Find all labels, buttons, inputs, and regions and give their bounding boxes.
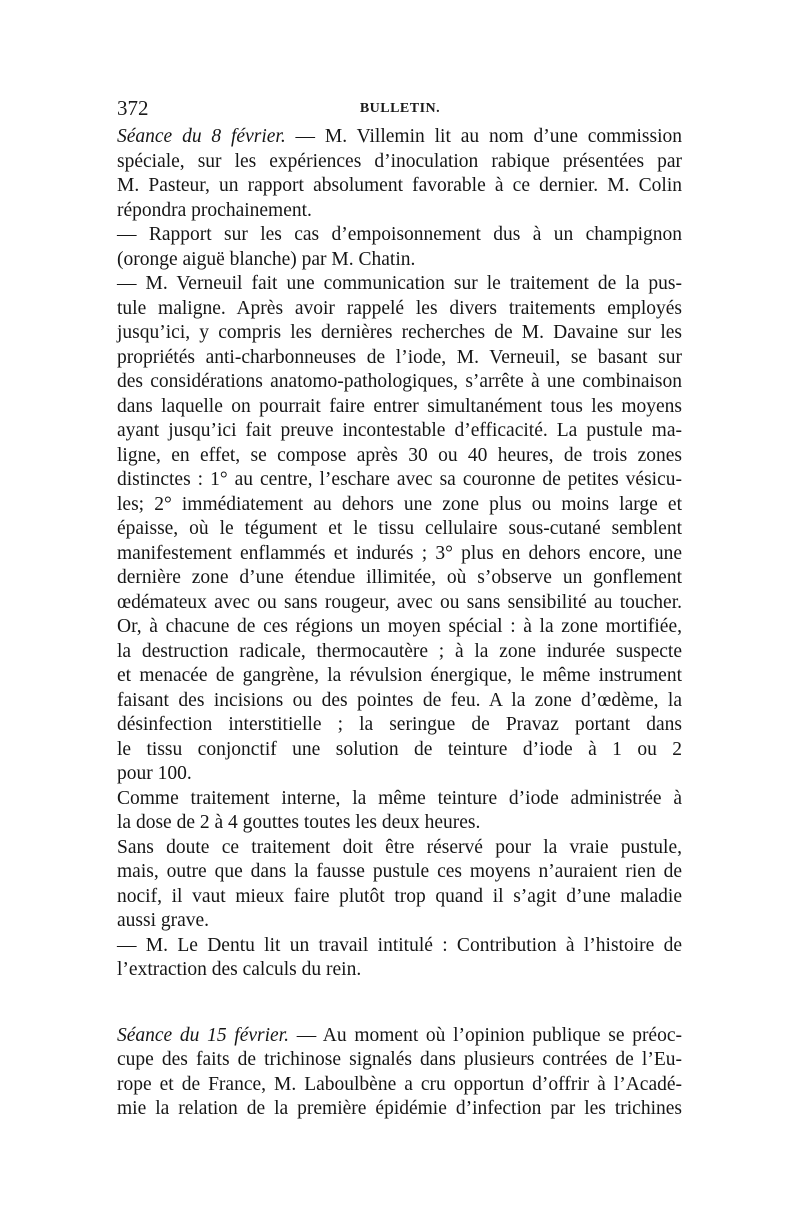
line-text: le tissu conjonctif une solution de teinture d’iode à 1 ou 2 xyxy=(117,738,682,760)
line-text: jusqu’ici, y compris les dernières recherches de M. Davaine sur les xyxy=(117,322,682,343)
line-text: répondra prochainement. xyxy=(117,199,312,221)
line-text: faisant des incisions ou des pointes de feu. A la zone d’œdème, la xyxy=(117,689,682,711)
page-body xyxy=(117,125,682,1122)
line-text: mais, outre que dans la fausse pustule ces moyens n’auraient rien de xyxy=(117,861,682,882)
line-text: œdémateux avec ou sans rougeur, avec ou sans sensibilité au toucher. xyxy=(117,591,682,613)
text-line xyxy=(117,615,682,640)
line-text: (oronge aiguë blanche) par M. Chatin. xyxy=(117,248,416,270)
text-line xyxy=(117,640,682,665)
line-text: dernière zone d’une étendue illimitée, où s’observe un gonflement xyxy=(117,567,682,588)
line-text: la dose de 2 à 4 gouttes toutes les deux heures. xyxy=(117,812,481,833)
text-line xyxy=(117,223,682,248)
text-line xyxy=(117,150,682,175)
text-line xyxy=(117,370,682,395)
text-line xyxy=(117,272,682,297)
text-line xyxy=(117,174,682,199)
text-line xyxy=(117,493,682,518)
text-line xyxy=(117,297,682,322)
text-line xyxy=(117,395,682,420)
line-text: mie la relation de la première épidémie d’infection par les trichines xyxy=(117,1098,682,1119)
line-text: l’extraction des calculs du rein. xyxy=(117,959,362,980)
line-text: — M. Le Dentu lit un travail intitulé : Contribution à l’histoire de xyxy=(117,934,682,956)
line-text: rope et de France, M. Laboulbène a cru opportun d’offrir à l’Acadé- xyxy=(117,1073,682,1095)
line-text: spéciale, sur les expériences d’inoculation rabique présentées par xyxy=(117,150,682,172)
session-15-fevrier xyxy=(117,1024,682,1122)
text-line xyxy=(117,591,682,616)
line-text: pour 100. xyxy=(117,763,192,784)
line-text: propriétés anti-charbonneuses de l’iode, M. Verneuil, se basant sur xyxy=(117,346,682,368)
text-line xyxy=(117,444,682,469)
line-text: dans laquelle on pourrait faire entrer simultanément tous les moyens xyxy=(117,395,682,417)
text-line xyxy=(117,346,682,371)
line-text: Sans doute ce traitement doit être réservé pour la vraie pustule, xyxy=(117,836,682,858)
line-text: épaisse, où le tégument et le tissu cellulaire sous-cutané semblent xyxy=(117,518,682,539)
line-text: ayant jusqu’ici fait preuve incontestable d’efficacité. La pustule ma- xyxy=(117,420,682,441)
text-line xyxy=(117,689,682,714)
line-text: — M. Verneuil fait une communication sur le traitement de la pus- xyxy=(117,273,682,294)
text-line xyxy=(117,566,682,591)
text-line xyxy=(117,1073,682,1098)
text-line xyxy=(117,811,682,836)
text-line xyxy=(117,860,682,885)
line-text: tule maligne. Après avoir rappelé les divers traitements employés xyxy=(117,297,682,319)
text-line xyxy=(117,958,682,983)
text-line xyxy=(117,1024,682,1049)
text-line xyxy=(117,909,682,934)
line-text: aussi grave. xyxy=(117,910,210,931)
text-line xyxy=(117,885,682,910)
line-text: manifestement enflammés et indurés ; 3° plus en dehors encore, une xyxy=(117,542,682,564)
text-line xyxy=(117,125,682,150)
session-date: Séance du 8 février. xyxy=(117,126,286,147)
text-line xyxy=(117,248,682,273)
text-line xyxy=(117,738,682,763)
line-text: — M. Villemin lit au nom d’une commission xyxy=(285,126,682,147)
line-text: M. Pasteur, un rapport absolument favorable à ce dernier. M. Colin xyxy=(117,175,682,196)
text-line xyxy=(117,762,682,787)
text-line xyxy=(117,787,682,812)
line-text: Or, à chacune de ces régions un moyen spécial : à la zone mortifiée, xyxy=(117,616,682,637)
text-line xyxy=(117,517,682,542)
running-head: BULLETIN. xyxy=(359,101,441,116)
text-line xyxy=(117,664,682,689)
text-line xyxy=(117,836,682,861)
page-number: 372 xyxy=(117,96,149,120)
line-text: la destruction radicale, thermocautère ; à la zone indurée suspecte xyxy=(117,640,682,662)
text-line xyxy=(117,419,682,444)
line-text: — Rapport sur les cas d’empoisonnement dus à un champignon xyxy=(117,224,682,245)
text-line xyxy=(117,713,682,738)
text-line xyxy=(117,934,682,959)
text-line xyxy=(117,1048,682,1073)
line-text: cupe des faits de trichinose signalés dans plusieurs contrées de l’Eu- xyxy=(117,1049,682,1070)
line-text: distinctes : 1° au centre, l’eschare avec sa couronne de petites vésicu- xyxy=(117,469,682,490)
line-text: ligne, en effet, se compose après 30 ou 40 heures, de trois zones xyxy=(117,444,682,466)
line-text: des considérations anatomo-pathologiques, s’arrête à une combinaison xyxy=(117,371,682,392)
line-text: Comme traitement interne, la même teinture d’iode administrée à xyxy=(117,787,682,809)
text-line xyxy=(117,199,682,224)
line-text: les; 2° immédiatement au dehors une zone plus ou moins large et xyxy=(117,493,682,515)
text-line xyxy=(117,542,682,567)
line-text: nocif, il vaut mieux faire plutôt trop quand il s’agit d’une maladie xyxy=(117,885,682,907)
text-line xyxy=(117,321,682,346)
text-line xyxy=(117,468,682,493)
text-line xyxy=(117,1097,682,1122)
session-8-fevrier xyxy=(117,125,682,983)
line-text: et menacée de gangrène, la révulsion énergique, le même instrument xyxy=(117,665,682,686)
line-text: — Au moment où l’opinion publique se préoc- xyxy=(289,1024,682,1046)
line-text: désinfection interstitielle ; la seringue de Pravaz portant dans xyxy=(117,714,682,735)
session-date: Séance du 15 février. xyxy=(117,1024,289,1046)
